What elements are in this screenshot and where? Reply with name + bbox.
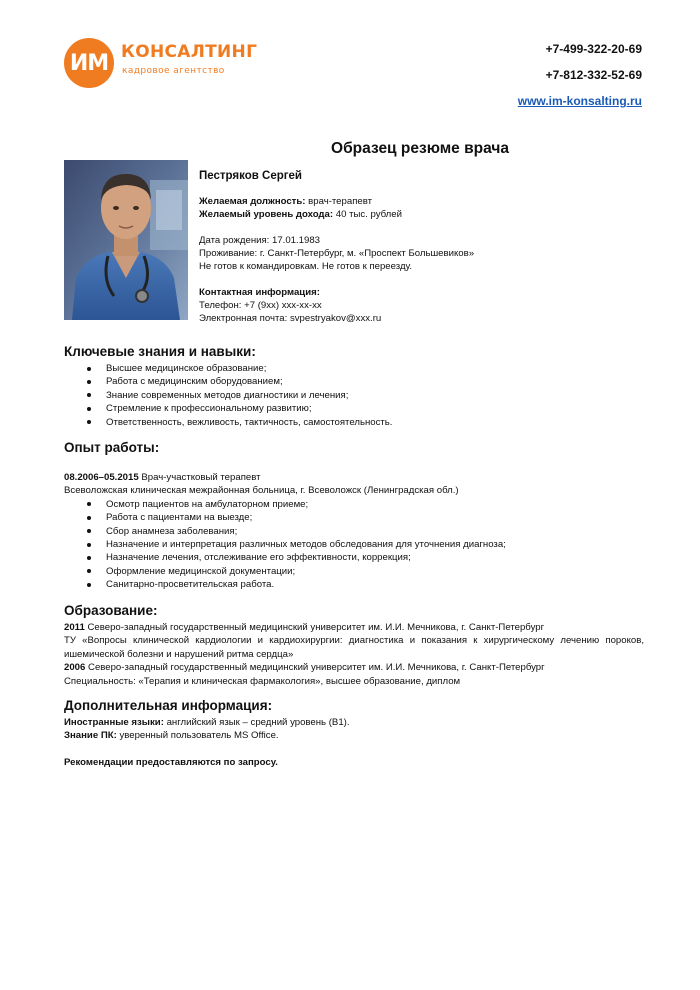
- candidate-email: Электронная почта: svpestryakov@xxx.ru: [199, 313, 382, 324]
- website-link[interactable]: www.im-konsalting.ru: [517, 94, 642, 108]
- list-item: Осмотр пациентов на амбулаторном приеме;: [106, 498, 644, 511]
- list-item: Высшее медицинское образование;: [106, 362, 644, 375]
- logo-mark: ИМ: [64, 38, 114, 88]
- experience-heading: Опыт работы:: [64, 440, 160, 455]
- pc-skills: Знание ПК: уверенный пользователь MS Office.: [64, 730, 279, 742]
- contact-heading: Контактная информация:: [199, 287, 320, 298]
- specialty: Специальность: «Терапия и клиническая фармакология», высшее образование, диплом: [64, 675, 461, 687]
- languages: Иностранные языки: английский язык – средний уровень (B1).: [64, 717, 350, 728]
- list-item: Оформление медицинской документации;: [106, 565, 644, 578]
- travel-status: Не готов к командировкам. Не готов к переезду.: [199, 261, 413, 272]
- list-item: Ответственность, вежливость, тактичность, самостоятельность.: [106, 416, 644, 429]
- experience-section: [64, 440, 644, 592]
- education-section: [64, 603, 644, 688]
- skills-section: [64, 344, 644, 429]
- phone-1: +7-499-322-20-69: [545, 42, 642, 56]
- list-item: Работа с медицинским оборудованием;: [106, 375, 644, 388]
- candidate-name: Пестряков Сергей: [199, 170, 302, 182]
- logo-tagline: кадровое агентство: [122, 66, 225, 76]
- residence: Проживание: г. Санкт-Петербург, м. «Проспект Большевиков»: [199, 248, 475, 259]
- list-item: Знание современных методов диагностики и лечения;: [106, 389, 644, 402]
- logo-name: КОНСАЛТИНГ: [121, 42, 258, 62]
- list-item: Работа с пациентами на выезде;: [106, 511, 644, 524]
- additional-heading: Дополнительная информация:: [64, 698, 273, 713]
- job-title: 08.2006–05.2015 Врач-участковый терапевт: [64, 472, 261, 483]
- candidate-phone: Телефон: +7 (9хх) ххх-хх-хх: [199, 300, 322, 311]
- education-entry-2011: 2011 Северо-западный государственный медицинский университет им. И.И. Мечникова, г. Санкт-Петербург: [64, 622, 545, 633]
- duties-list: [64, 498, 644, 592]
- additional-section: [64, 698, 644, 769]
- agency-contacts: [518, 42, 642, 120]
- education-entry-2006: 2006 Северо-западный государственный медицинский университет им. И.И. Мечникова, г. Санкт-Петербург: [64, 662, 545, 674]
- candidate-photo: [64, 160, 188, 320]
- skills-heading: Ключевые знания и навыки:: [64, 344, 256, 359]
- phone-2: +7-812-332-52-69: [545, 68, 642, 82]
- document-title: Образец резюме врача: [331, 140, 509, 157]
- list-item: Назначение и интерпретация различных методов обследования для уточнения диагноза;: [106, 538, 644, 551]
- company-logo: [64, 38, 264, 90]
- list-item: Сбор анамнеза заболевания;: [106, 525, 644, 538]
- desired-income: Желаемый уровень дохода: 40 тыс. рублей: [199, 209, 402, 220]
- employer: Всеволожская клиническая межрайонная больница, г. Всеволожск (Ленинградская обл.): [64, 485, 459, 497]
- birth-date: Дата рождения: 17.01.1983: [199, 235, 321, 246]
- list-item: Назначение лечения, отслеживание его эффективности, коррекция;: [106, 551, 644, 564]
- course-description: ТУ «Вопросы клинической кардиологии и кардиохирургии: диагностика и показания к хирургическому лечению пороков, ишемической болезни и нарушений ритма сердца»: [64, 635, 644, 660]
- candidate-info: [199, 170, 639, 325]
- list-item: Санитарно-просветительская работа.: [106, 578, 644, 591]
- references-note: Рекомендации предоставляются по запросу.: [64, 756, 278, 768]
- list-item: Стремление к профессиональному развитию;: [106, 402, 644, 415]
- education-heading: Образование:: [64, 603, 158, 618]
- skills-list: [64, 362, 644, 429]
- desired-position: Желаемая должность: врач-терапевт: [199, 196, 373, 207]
